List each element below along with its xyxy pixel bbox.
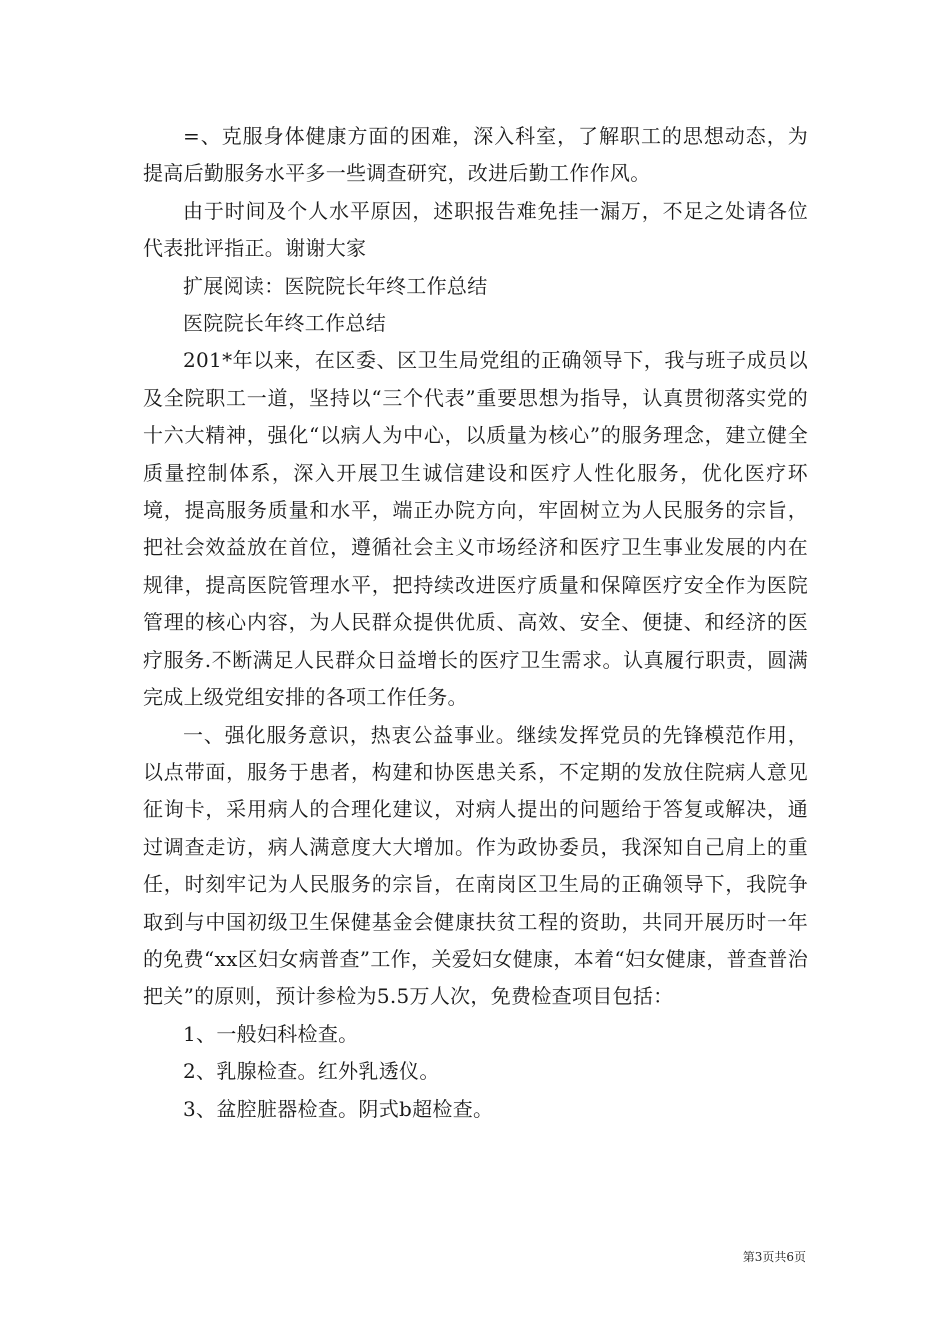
paragraph-closing-remarks: 由于时间及个人水平原因，述职报告难免挂一漏万，不足之处请各位代表批评指正。谢谢大家 <box>143 198 808 261</box>
paragraph-service-awareness: 一、强化服务意识，热衷公益事业。继续发挥党员的先锋模范作用，以点带面，服务于患者，构建和协医患关系，不定期的发放住院病人意见征询卡，采用病人的合理化建议，对病人提出的问题给于答复或解决，通过调查走访，病人满意度大大增加。作为政协委员，我深知自己肩上的重任，时刻牢记为人民服务的宗旨，在南岗区卫生局的正确领导下，我院争取到与中国初级卫生保健基金会健康扶贫工程的资助，共同开展历时一年的免费“xx区妇女病普查”工作，关爱妇女健康，本着“妇女健康，普查普治把关”的原则，预计参检为5.5万人次，免费检查项目包括： <box>143 722 808 1009</box>
list-item-breast-exam: 2、乳腺检查。红外乳透仪。 <box>183 1059 440 1084</box>
paragraph-extended-reading: 扩展阅读：医院院长年终工作总结 <box>183 273 488 298</box>
paragraph-annual-overview: 201*年以来，在区委、区卫生局党组的正确领导下，我与班子成员以及全院职工一道，坚持以“三个代表”重要思想为指导，认真贯彻落实党的十六大精神，强化“以病人为中心，以质量为核心”的服务理念，建立健全质量控制体系，深入开展卫生诚信建设和医疗人性化服务，优化医疗环境，提高服务质量和水平，端正办院方向，牢固树立为人民服务的宗旨，把社会效益放在首位，遵循社会主义市场经济和医疗卫生事业发展的内在规律，提高医院管理水平，把持续改进医疗质量和保障医疗安全作为医院管理的核心内容，为人民群众提供优质、高效、安全、便捷、和经济的医疗服务.不断满足人民群众日益增长的医疗卫生需求。认真履行职责，圆满完成上级党组安排的各项工作任务。 <box>143 348 808 710</box>
list-item-pelvic-exam: 3、盆腔脏器检查。阴式b超检查。 <box>183 1096 494 1121</box>
list-item-gynecology-exam: 1、一般妇科检查。 <box>183 1021 359 1046</box>
paragraph-logistics-improvement: =、克服身体健康方面的困难，深入科室，了解职工的思想动态，为提高后勤服务水平多一些调查研究，改进后勤工作作风。 <box>143 124 808 186</box>
page-number: 第3页共6页 <box>742 1250 806 1264</box>
paragraph-section-title: 医院院长年终工作总结 <box>183 311 386 336</box>
document-body <box>143 118 808 1128</box>
